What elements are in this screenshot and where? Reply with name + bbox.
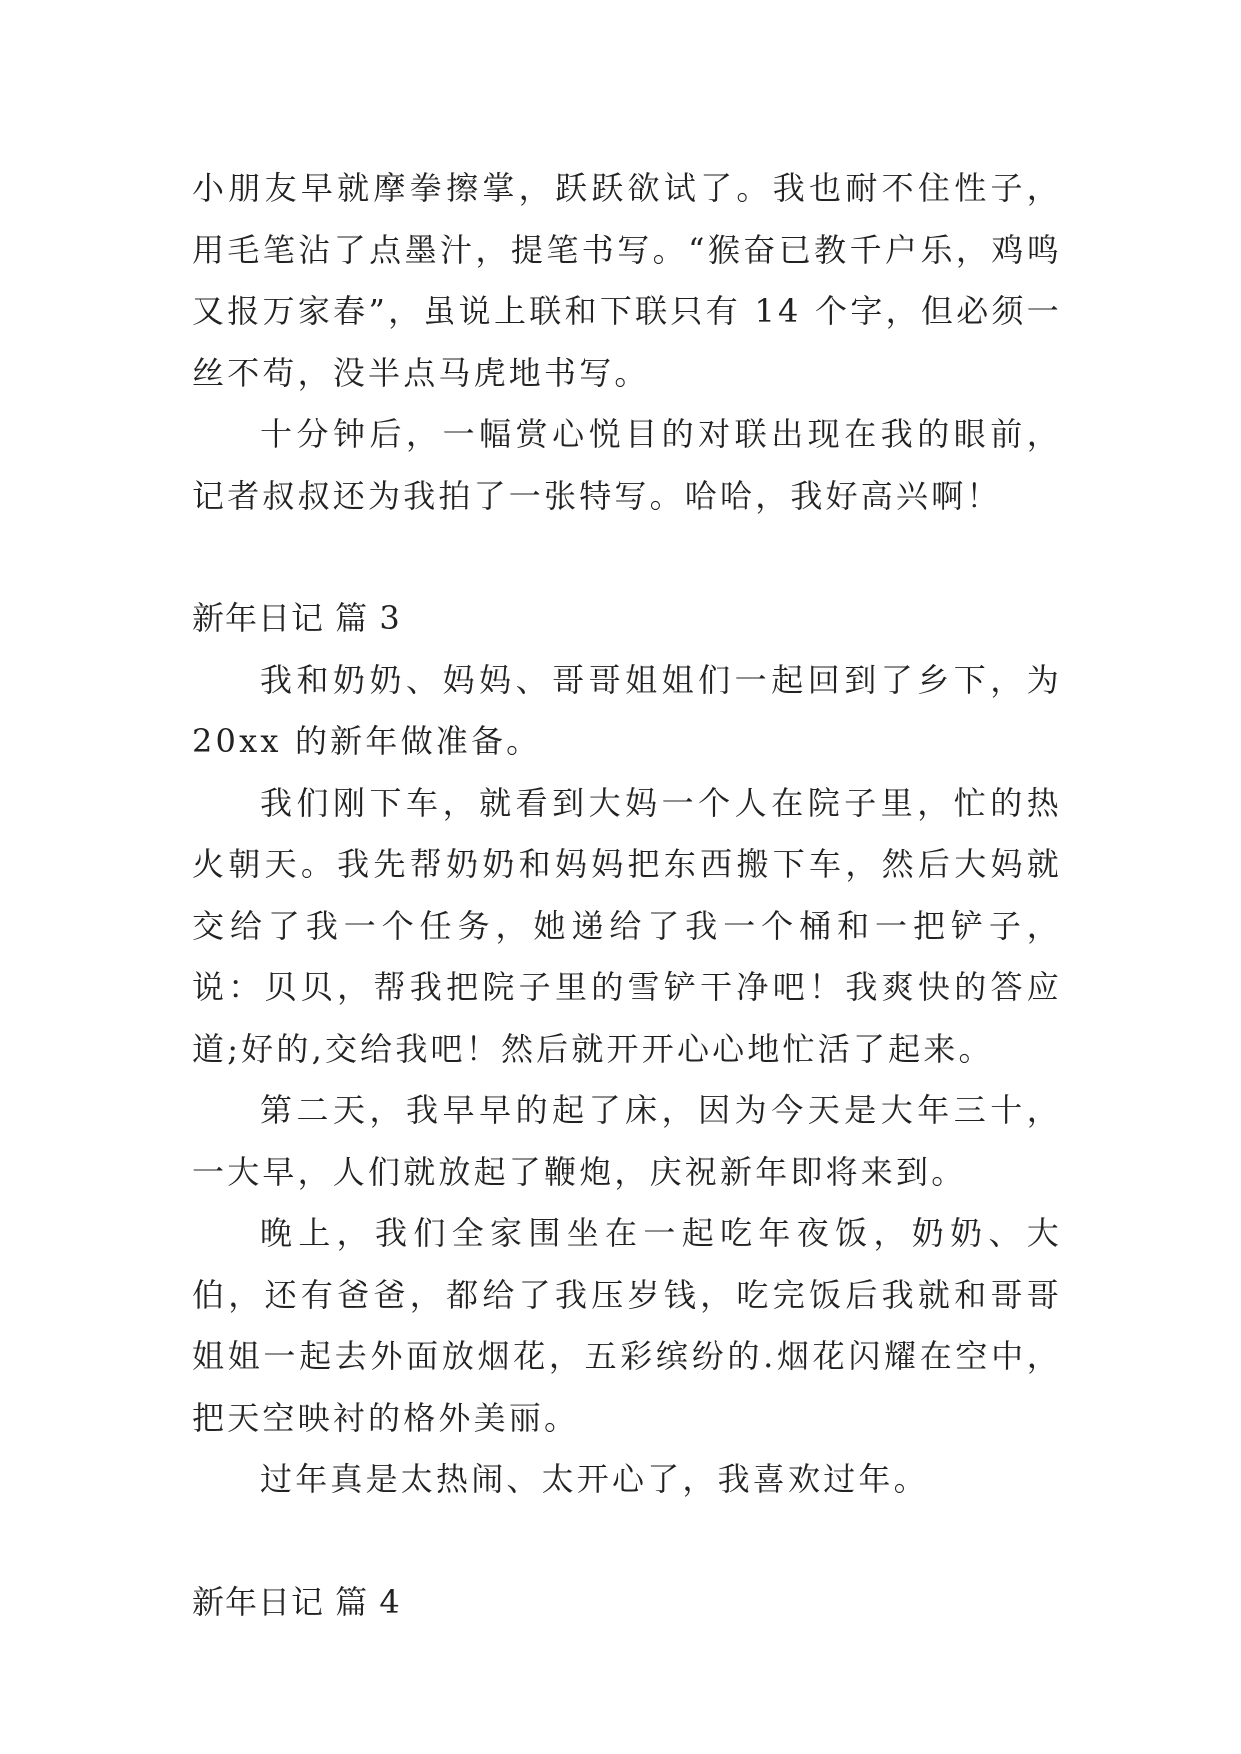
document-body <box>192 158 1062 1633</box>
paragraph: 晚上，我们全家围坐在一起吃年夜饭，奶奶、大伯，还有爸爸，都给了我压岁钱，吃完饭后我就和哥哥姐姐一起去外面放烟花，五彩缤纷的.烟花闪耀在空中，把天空映衬的格外美丽。 <box>192 1214 1062 1437</box>
paragraph: 我和奶奶、妈妈、哥哥姐姐们一起回到了乡下，为 20xx 的新年做准备。 <box>192 660 1062 760</box>
section-heading: 新年日记 篇 4 <box>192 1582 401 1621</box>
section-spacer <box>192 527 1062 588</box>
paragraph: 第二天，我早早的起了床，因为今天是大年三十，一大早，人们就放起了鞭炮，庆祝新年即将来到。 <box>192 1091 1062 1191</box>
section-heading: 新年日记 篇 3 <box>192 599 401 637</box>
section-spacer <box>192 1511 1062 1572</box>
paragraph: 小朋友早就摩拳擦掌，跃跃欲试了。我也耐不住性子，用毛笔沾了点墨汁，提笔书写。“猴奋已教千户乐，鸡鸣又报万家春”，虽说上联和下联只有 14 个字，但必须一丝不苟，没半点马虎地书写。 <box>192 169 1062 392</box>
paragraph: 过年真是太热闹、太开心了，我喜欢过年。 <box>260 1460 929 1498</box>
paragraph: 十分钟后，一幅赏心悦目的对联出现在我的眼前，记者叔叔还为我拍了一张特写。哈哈，我好高兴啊！ <box>192 415 1062 515</box>
paragraph: 我们刚下车，就看到大妈一个人在院子里，忙的热火朝天。我先帮奶奶和妈妈把东西搬下车，然后大妈就交给了我一个任务，她递给了我一个桶和一把铲子，说：贝贝，帮我把院子里的雪铲干净吧！我爽快的答应道;好的,交给我吧！然后就开开心心地忙活了起来。 <box>192 783 1062 1068</box>
